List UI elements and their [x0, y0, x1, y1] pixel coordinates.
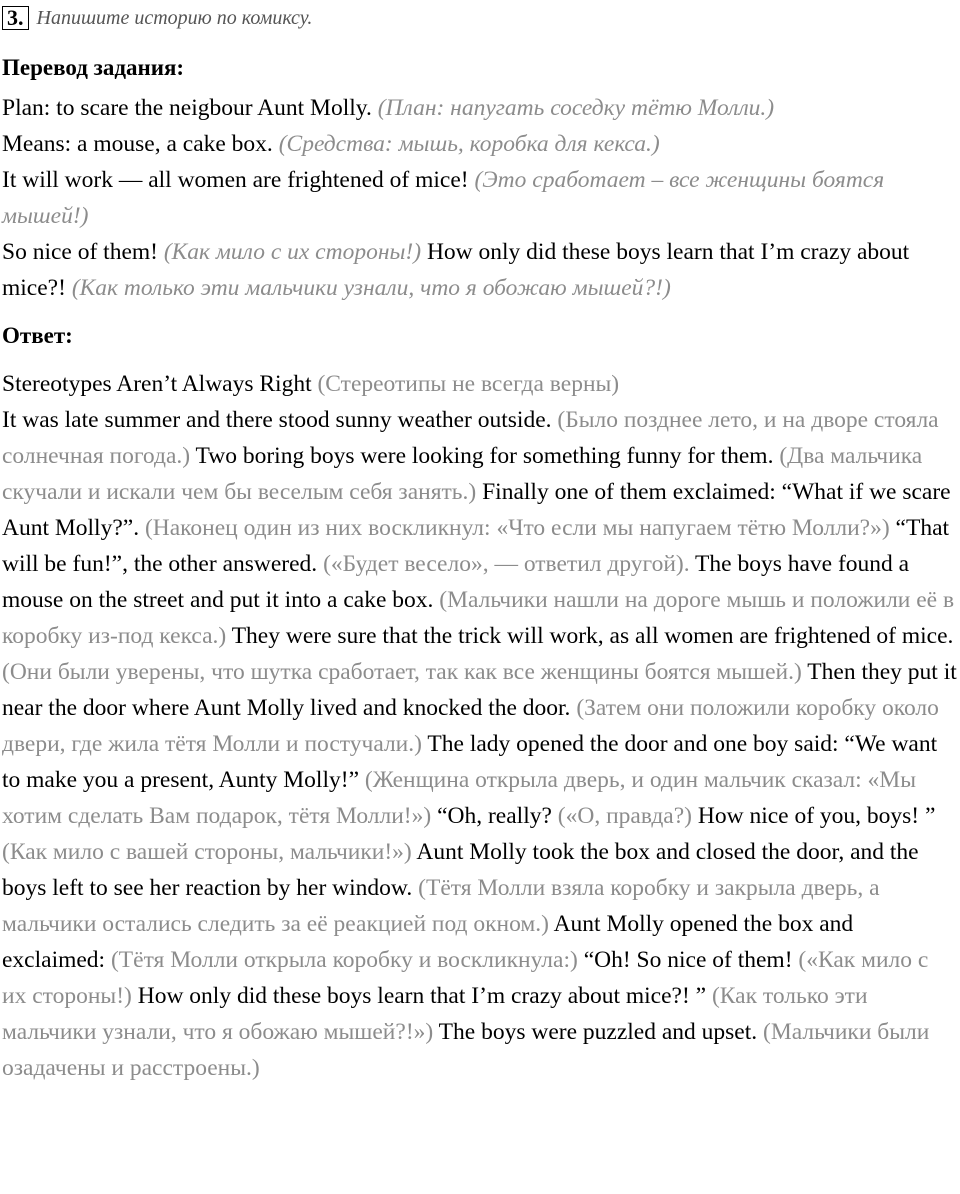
story-en-sentence: They were sure that the trick will work, as all women are frightened of mice.	[226, 623, 954, 649]
task-instruction: Напишите историю по комиксу.	[36, 6, 313, 29]
translation-en-text: Means: a mouse, a cake box.	[2, 131, 279, 157]
story-ru-translation: (Мальчики нашли на дороге мышь и положили её в коробку из-под кекса.)	[2, 587, 955, 649]
story-en-sentence: Finally one of them exclaimed: “What if we scare Aunt Molly?”.	[2, 479, 951, 541]
translation-block	[2, 90, 958, 306]
story-ru-translation: («Будет весело», — ответил другой).	[323, 551, 690, 577]
story-body	[2, 402, 958, 1086]
translation-ru-text: (Как мило с их стороны!)	[163, 239, 422, 265]
translation-en-text: How only did these boys learn that I’m crazy about mice?!	[2, 239, 910, 301]
story-ru-translation: (Как только эти мальчики узнали, что я обожаю мышей?!»)	[2, 983, 868, 1045]
story-en-sentence: The boys were puzzled and upset.	[433, 1019, 763, 1045]
story-ru-translation: (Наконец один из них воскликнул: «Что если мы напугаем тётю Молли?»)	[144, 515, 890, 541]
story-ru-translation: («О, правда?)	[557, 803, 692, 829]
story-en-sentence: How nice of you, boys! ”	[692, 803, 936, 829]
story-ru-translation: (Было позднее лето, и на дворе стояла солнечная погода.)	[2, 407, 939, 469]
translation-ru-text: (Это сработает – все женщины боятся мышей!)	[2, 167, 885, 229]
task-header	[2, 4, 958, 32]
story-ru-translation: (Тётя Молли взяла коробку и закрыла дверь, а мальчики остались следить за её реакцией под окном.)	[2, 875, 880, 937]
story-ru-translation: (Женщина открыла дверь, и один мальчик сказал: «Мы хотим сделать Вам подарок, тётя Молли!»)	[2, 767, 916, 829]
translation-ru-text: (План: напугать соседку тётю Молли.)	[377, 95, 775, 121]
translation-line	[2, 126, 958, 162]
translation-ru-text: (Средства: мышь, коробка для кекса.)	[278, 131, 660, 157]
story-title-en: Stereotypes Aren’t Always Right	[2, 371, 318, 397]
story-en-sentence: Aunt Molly opened the box and exclaimed:	[2, 911, 854, 973]
story-ru-translation: (Мальчики были озадачены и расстроены.)	[2, 1019, 930, 1081]
translation-ru-text: (Как только эти мальчики узнали, что я обожаю мышей?!)	[71, 275, 671, 301]
story-ru-translation: (Тётя Молли открыла коробку и воскликнула:)	[110, 947, 578, 973]
translation-line	[2, 162, 958, 234]
story-ru-translation: («Как мило с их стороны!)	[2, 947, 929, 1009]
story-en-sentence: The boys have found a mouse on the street and put it into a cake box.	[2, 551, 910, 613]
story-title	[2, 366, 958, 402]
translation-line	[2, 90, 958, 126]
story-en-sentence: Then they put it near the door where Aunt Molly lived and knocked the door.	[2, 659, 957, 721]
task-number: 3.	[2, 6, 29, 30]
story-en-sentence: “Oh! So nice of them!	[577, 947, 799, 973]
story-en-sentence: Two boring boys were looking for something funny for them.	[190, 443, 780, 469]
story-en-sentence: How only did these boys learn that I’m crazy about mice?! ”	[131, 983, 712, 1009]
story-en-sentence: “That will be fun!”, the other answered.	[2, 515, 950, 577]
exercise-page	[2, 4, 958, 1086]
translation-en-text: So nice of them!	[2, 239, 164, 265]
story-en-sentence: It was late summer and there stood sunny weather outside.	[2, 407, 558, 433]
translation-heading: Перевод задания:	[2, 55, 185, 80]
translation-en-text: It will work — all women are frightened of mice!	[2, 167, 475, 193]
story-en-sentence: The lady opened the door and one boy said: “We want to make you a present, Aunty Molly!”	[2, 731, 938, 793]
translation-line	[2, 234, 958, 306]
story-ru-translation: (Затем они положили коробку около двери, где жила тётя Молли и постучали.)	[2, 695, 939, 757]
story-en-sentence: Aunt Molly took the box and closed the door, and the boys left to see her reaction by her window.	[2, 839, 919, 901]
story-title-ru: (Стереотипы не всегда верны)	[317, 371, 620, 397]
answer-heading: Ответ:	[2, 323, 73, 348]
story-ru-translation: (Два мальчика скучали и искали чем бы веселым себя занять.)	[2, 443, 923, 505]
story-ru-translation: (Как мило с вашей стороны, мальчики!»)	[2, 839, 412, 865]
story-ru-translation: (Они были уверены, что шутка сработает, так как все женщины боятся мышей.)	[2, 659, 802, 685]
translation-en-text: Plan: to scare the neigbour Aunt Molly.	[2, 95, 378, 121]
story-en-sentence: “Oh, really?	[431, 803, 558, 829]
